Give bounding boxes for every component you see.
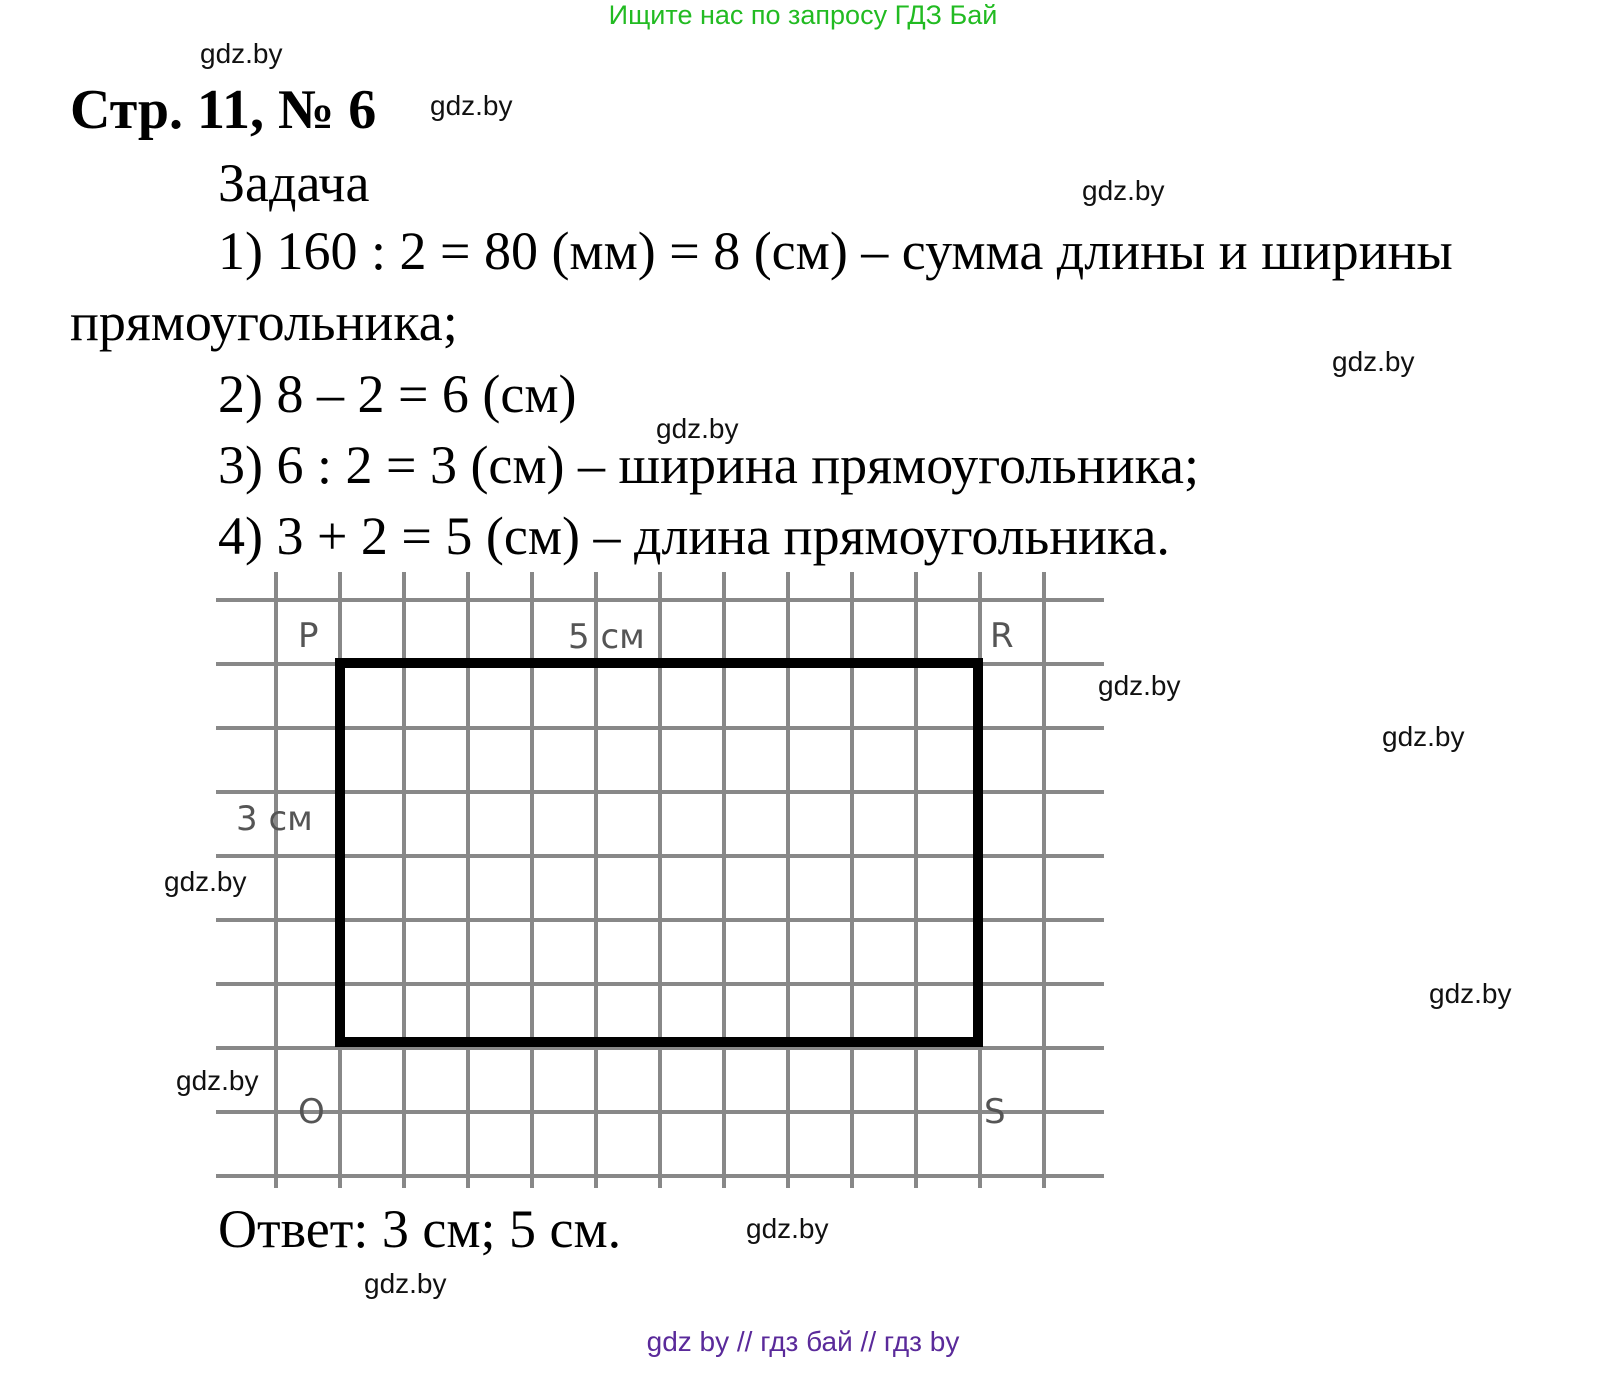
watermark: gdz.by	[176, 1065, 259, 1096]
watermark: gdz.by	[164, 866, 247, 897]
solution-step-3: 3) 6 : 2 = 3 (см) – ширина прямоугольника;	[218, 435, 1199, 495]
watermark: gdz.by	[200, 38, 283, 69]
watermark: gdz.by	[364, 1268, 447, 1299]
width-label: 5 см	[568, 617, 645, 657]
top-banner[interactable]: Ищите нас по запросу ГДЗ Бай	[608, 0, 998, 30]
vertex-label-s: S	[984, 1092, 1006, 1132]
solution-step-1: 1) 160 : 2 = 80 (мм) = 8 (см) – сумма длины и ширины	[218, 221, 1453, 281]
vertex-label-p: P	[298, 616, 319, 656]
watermark: gdz.by	[1332, 346, 1415, 377]
vertex-label-r: R	[990, 616, 1014, 656]
watermark: gdz.by	[1429, 978, 1512, 1009]
solution-step-1-continued: прямоугольника;	[70, 292, 458, 352]
watermark: gdz.by	[430, 90, 513, 121]
watermark: gdz.by	[1082, 175, 1165, 206]
height-label: 3 см	[236, 799, 313, 839]
solution-step-4: 4) 3 + 2 = 5 (см) – длина прямоугольника.	[218, 506, 1170, 566]
footer-links[interactable]: gdz by // гдз бай // гдз by	[646, 1326, 960, 1357]
watermark: gdz.by	[746, 1213, 829, 1244]
watermark: gdz.by	[1382, 721, 1465, 752]
answer: Ответ: 3 см; 5 см.	[218, 1199, 622, 1259]
watermark: gdz.by	[1098, 670, 1181, 701]
watermark: gdz.by	[656, 413, 739, 444]
solution-step-2: 2) 8 – 2 = 6 (см)	[218, 364, 577, 424]
vertex-label-o: O	[298, 1092, 325, 1132]
task-heading: Задача	[218, 153, 370, 213]
page-title: Стр. 11, № 6	[70, 79, 377, 141]
